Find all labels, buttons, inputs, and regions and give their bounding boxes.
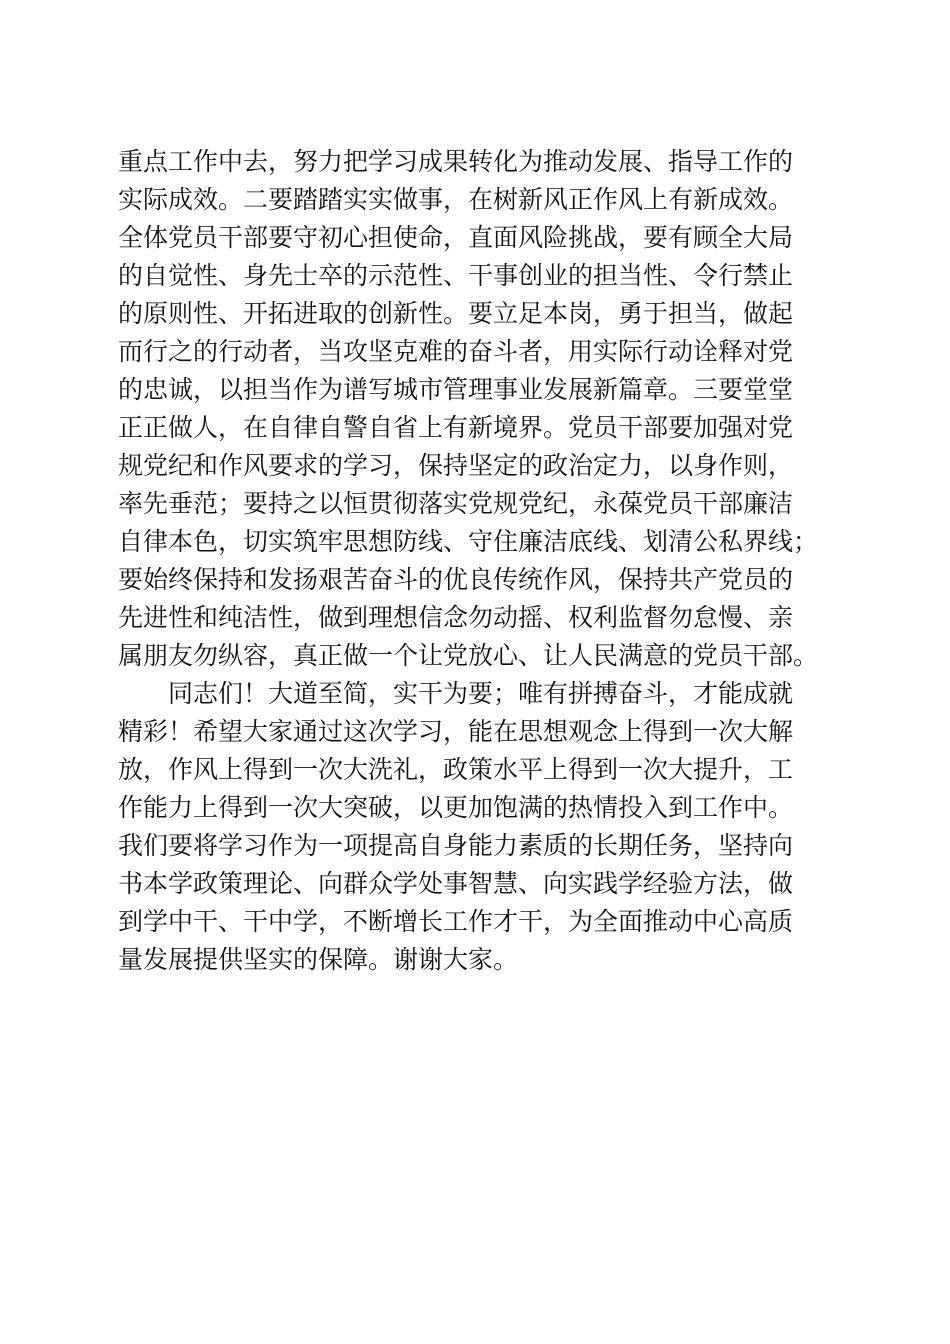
text-line: 要始终保持和发扬艰苦奋斗的优良传统作风，保持共产党员的 [118,565,794,594]
text-line: 先进性和纯洁性，做到理想信念勿动摇、权利监督勿怠慢、亲 [118,603,794,632]
text-line: 我们要将学习作为一项提高自身能力素质的长期任务，坚持向 [118,831,794,860]
paragraph-start-line: 同志们！大道至简，实干为要；唯有拼搏奋斗，才能成就 [118,679,794,708]
text-line: 的忠诚，以担当作为谱写城市管理事业发展新篇章。三要堂堂 [118,375,794,404]
text-line: 属朋友勿纵容，真正做一个让党放心、让人民满意的党员干部。 [118,641,819,670]
text-line: 全体党员干部要守初心担使命，直面风险挑战，要有顾全大局 [118,223,794,252]
text-line: 的原则性、开拓进取的创新性。要立足本岗，勇于担当，做起 [118,299,794,328]
text-line: 率先垂范；要持之以恒贯彻落实党规党纪，永葆党员干部廉洁 [118,489,794,518]
text-line: 正正做人，在自律自警自省上有新境界。党员干部要加强对党 [118,413,794,442]
text-line: 作能力上得到一次大突破，以更加饱满的热情投入到工作中。 [118,793,794,822]
text-line: 书本学政策理论、向群众学处事智慧、向实践学经验方法，做 [118,869,794,898]
document-body [118,143,858,979]
text-line: 到学中干、干中学，不断增长工作才干，为全面推动中心高质 [118,907,794,936]
text-line: 放，作风上得到一次大洗礼，政策水平上得到一次大提升，工 [118,755,794,784]
text-line: 精彩！希望大家通过这次学习，能在思想观念上得到一次大解 [118,717,794,746]
text-line: 自律本色，切实筑牢思想防线、守住廉洁底线、划清公私界线； [118,527,819,556]
text-line: 量发展提供坚实的保障。谢谢大家。 [118,945,519,974]
text-line: 的自觉性、身先士卒的示范性、干事创业的担当性、令行禁止 [118,261,794,290]
text-line: 规党纪和作风要求的学习，保持坚定的政治定力，以身作则， [118,451,794,480]
text-line: 重点工作中去，努力把学习成果转化为推动发展、指导工作的 [118,147,794,176]
text-line: 而行之的行动者，当攻坚克难的奋斗者，用实际行动诠释对党 [118,337,794,366]
text-line: 实际成效。二要踏踏实实做事，在树新风正作风上有新成效。 [118,185,794,214]
